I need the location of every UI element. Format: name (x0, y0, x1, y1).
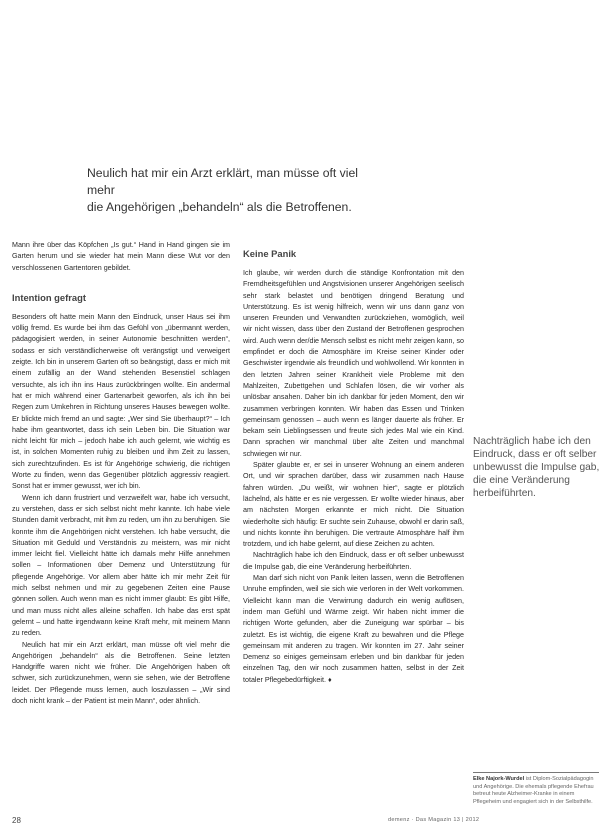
author-name: Elke Najork-Wurdel (473, 776, 525, 782)
middle-paragraph-2: Später glaubte er, er sei in unserer Wohnung an einem anderen Ort, und wir sprachen darüber, dass wir zusammen nach Hause fahren würden. „Du weißt, wir wohnen hier“, sagte er plötzlich lächelnd, als hätte er es nie vergessen. Er wollte wieder hinaus, aber am nächsten Morgen erkannte er mich nicht. Die Situation wiederholte sich häufig: Er suchte sein Zuhause, obwohl er darin saß, und nichts konnte ihn beruhigen. Die vertraute Atmosphäre half ihm trotzdem, und ich habe gelernt, auf diese Zeichen zu achten. (243, 461, 464, 549)
middle-paragraph-1: Ich glaube, wir werden durch die ständige Konfrontation mit den Fremdheitsgefühlen und Angstvisionen unserer Angehörigen seelisch sehr stark belastet und benötigen dringend Beratung und Unterstützung. Es ist wenig hilfreich, wenn wir uns dann ganz von unseren Freunden und Verwandten zurückziehen, womöglich, weil wir nicht wissen, dass über den Zustand der Betroffenen gesprochen wird. Auch wenn der/die Mensch selbst es nicht mehr zeigen kann, so empfindet er doch die Atmosphäre im Kreise seiner Kinder oder Geschwister irgendwie als freundlich und wohlwollend. Wir konnten in den letzten Jahren seiner Krankheit viele Probleme mit den Mahlzeiten, Zubettgehen und Schlafen lösen, die wir vorher als unlösbar ansahen. Daher bin ich dankbar für jeden Moment, den wir zusammen verbringen konnten. Wir haben das Essen und Trinken gemeinsam genossen – auch wenn es länger dauerte als früher. Er bekam sein Lieblingsessen und freute sich jedes Mal wie ein Kind. Dann sprachen wir manchmal über alte Zeiten und manchmal schwiegen wir nur. (243, 269, 464, 458)
pull-quote-line-2: die Angehörigen „behandeln“ als die Betroffenen. (87, 200, 352, 214)
author-caption (473, 776, 603, 806)
heading-keine-panik: Keine Panik (243, 248, 297, 259)
heading-intention-gefragt: Intention gefragt (12, 291, 86, 303)
footer-publication: demenz · Das Magazin 13 | 2012 (388, 817, 480, 823)
middle-column (243, 240, 464, 686)
left-paragraph-2: Wenn ich dann frustriert und verzweifelt war, habe ich versucht, zu verstehen, dass er sich selbst nicht mehr kannte. Ich habe viele Stunden damit verbracht, mit ihm zu reden, um ihn zu beruhigen. Sie konnte ihm die Angehörigen nicht verstehen. Ich habe versucht, die Situation mit Geduld und Verständnis zu meistern, was mir nicht immer leicht fiel. Vielleicht hätte ich damals mehr Hilfe annehmen sollen – Informationen über Demenz und Unterstützung für pflegende Angehörige. Vor allem aber hätte ich mir mehr Zeit für mich selbst nehmen und mir zu gegebenen Zeiten eine Pause gönnen sollen. Auch wenn man es nicht immer glaubt: Es gibt Hilfe, und man muss nicht alles alleine schaffen. Ich habe das erst spät gelernt – und hatte irgendwann keine Kraft mehr, mit meinem Mann zu reden. (12, 493, 230, 638)
left-paragraph-1: Besonders oft hatte mein Mann den Eindruck, unser Haus sei ihm völlig fremd. Es wurde bei ihm das Gefühl von „übermannt werden, pädagogisiert werden, in seiner Autonomie beschnitten werden“, sodass er sich verständlicherweise oft verängstigt und verweigert zeigte. Ich bin in unserem Garten oft so beängstigt, dass er mich mit einem zufällig an der Wand stehenden Besenstiel schlagen versuchte, als ich ihn ins Haus zurückbringen wollte. Ein andermal hat er mich während einer Gartenarbeit geworfen, als ich ihn bei Regen zum Umkehren in Richtung unseres Hauses bewegen wollte. Er blickte mich fremd an und sagte: „Wer sind Sie überhaupt?“ – Ich habe ihm geantwortet, dass ich sein Leben bin. Die Situation war nicht leicht für mich – jedoch habe ich auch gelernt, wie wichtig es ist, in solchen Momenten ruhig zu bleiben und ihm Zeit zu lassen, sich zurechtzufinden. Es ist für Angehörige schwierig, die richtigen Worte zu finden, wenn das Gegenüber plötzlich aggressiv reagiert. Sonst hat er immer gewusst, wer ich bin. (12, 312, 230, 491)
author-bio: ist Diplom-Sozialpädagogin und Angehörige. Die ehemals pflegende Ehefrau betreut heute Alzheimer-Kranke in einem Pflegeheim und engagiert sich in der Selbsthilfe. (473, 776, 594, 805)
caption-divider (473, 772, 599, 773)
pull-quote-line-1: Neulich hat mir ein Arzt erklärt, man müsse oft viel mehr (87, 166, 358, 197)
middle-paragraph-3: Nachträglich habe ich den Eindruck, dass er oft selber unbewusst die Impulse gab, die eine Veränderung herbeiführten. (243, 551, 464, 571)
left-paragraph-3: Neulich hat mir ein Arzt erklärt, man müsse oft viel mehr die Angehörigen „behandeln“ als die Betroffenen. Seine letzten Handgriffe waren nicht wie früher. Die Angehörigen haben oft schwer, sich zurückzunehmen, wenn sie sehen, wie der Betroffene leidet. Der Pflegende muss lernen, auch loszulassen – „Wir sind doch nicht krank – der Patient ist mein Mann“, oder ähnlich. (12, 640, 230, 705)
side-pull-quote: Nachträglich habe ich den Eindruck, dass er oft selber unbewusst die Impulse gab, die eine Veränderung herbeiführten. (473, 436, 600, 499)
left-column (12, 240, 230, 707)
pull-quote (87, 165, 387, 216)
page-number: 28 (12, 816, 21, 825)
left-intro: Mann ihre über das Köpfchen „Is gut.“ Hand in Hand gingen sie im Garten herum und sie wieder hat mein Mann diese Wut vor den verschlossenen Gartentoren gebildet. (12, 241, 230, 272)
middle-paragraph-4: Man darf sich nicht von Panik leiten lassen, wenn die Betroffenen Unruhe empfinden, weil sie sich wie verloren in der Welt vorkommen. Vielleicht kann man die Verwirrung dadurch ein wenig auflösen, indem man Gefühl und Wärme zeigt. Wir haben nicht immer die richtigen Worte gefunden, aber die Zuneigung war spürbar – bis zuletzt. Es ist wichtig, die eigene Kraft zu bewahren und die Pflege gemeinsam mit anderen zu tragen. Wir konnten im 27. Jahr seiner Demenz so einiges gemeinsam erleben und bin dankbar für jeden einzelnen Tag, den wir noch zusammen hatten, selbst in der Zeit totaler Pflegebedürftigkeit. ♦ (243, 574, 464, 684)
